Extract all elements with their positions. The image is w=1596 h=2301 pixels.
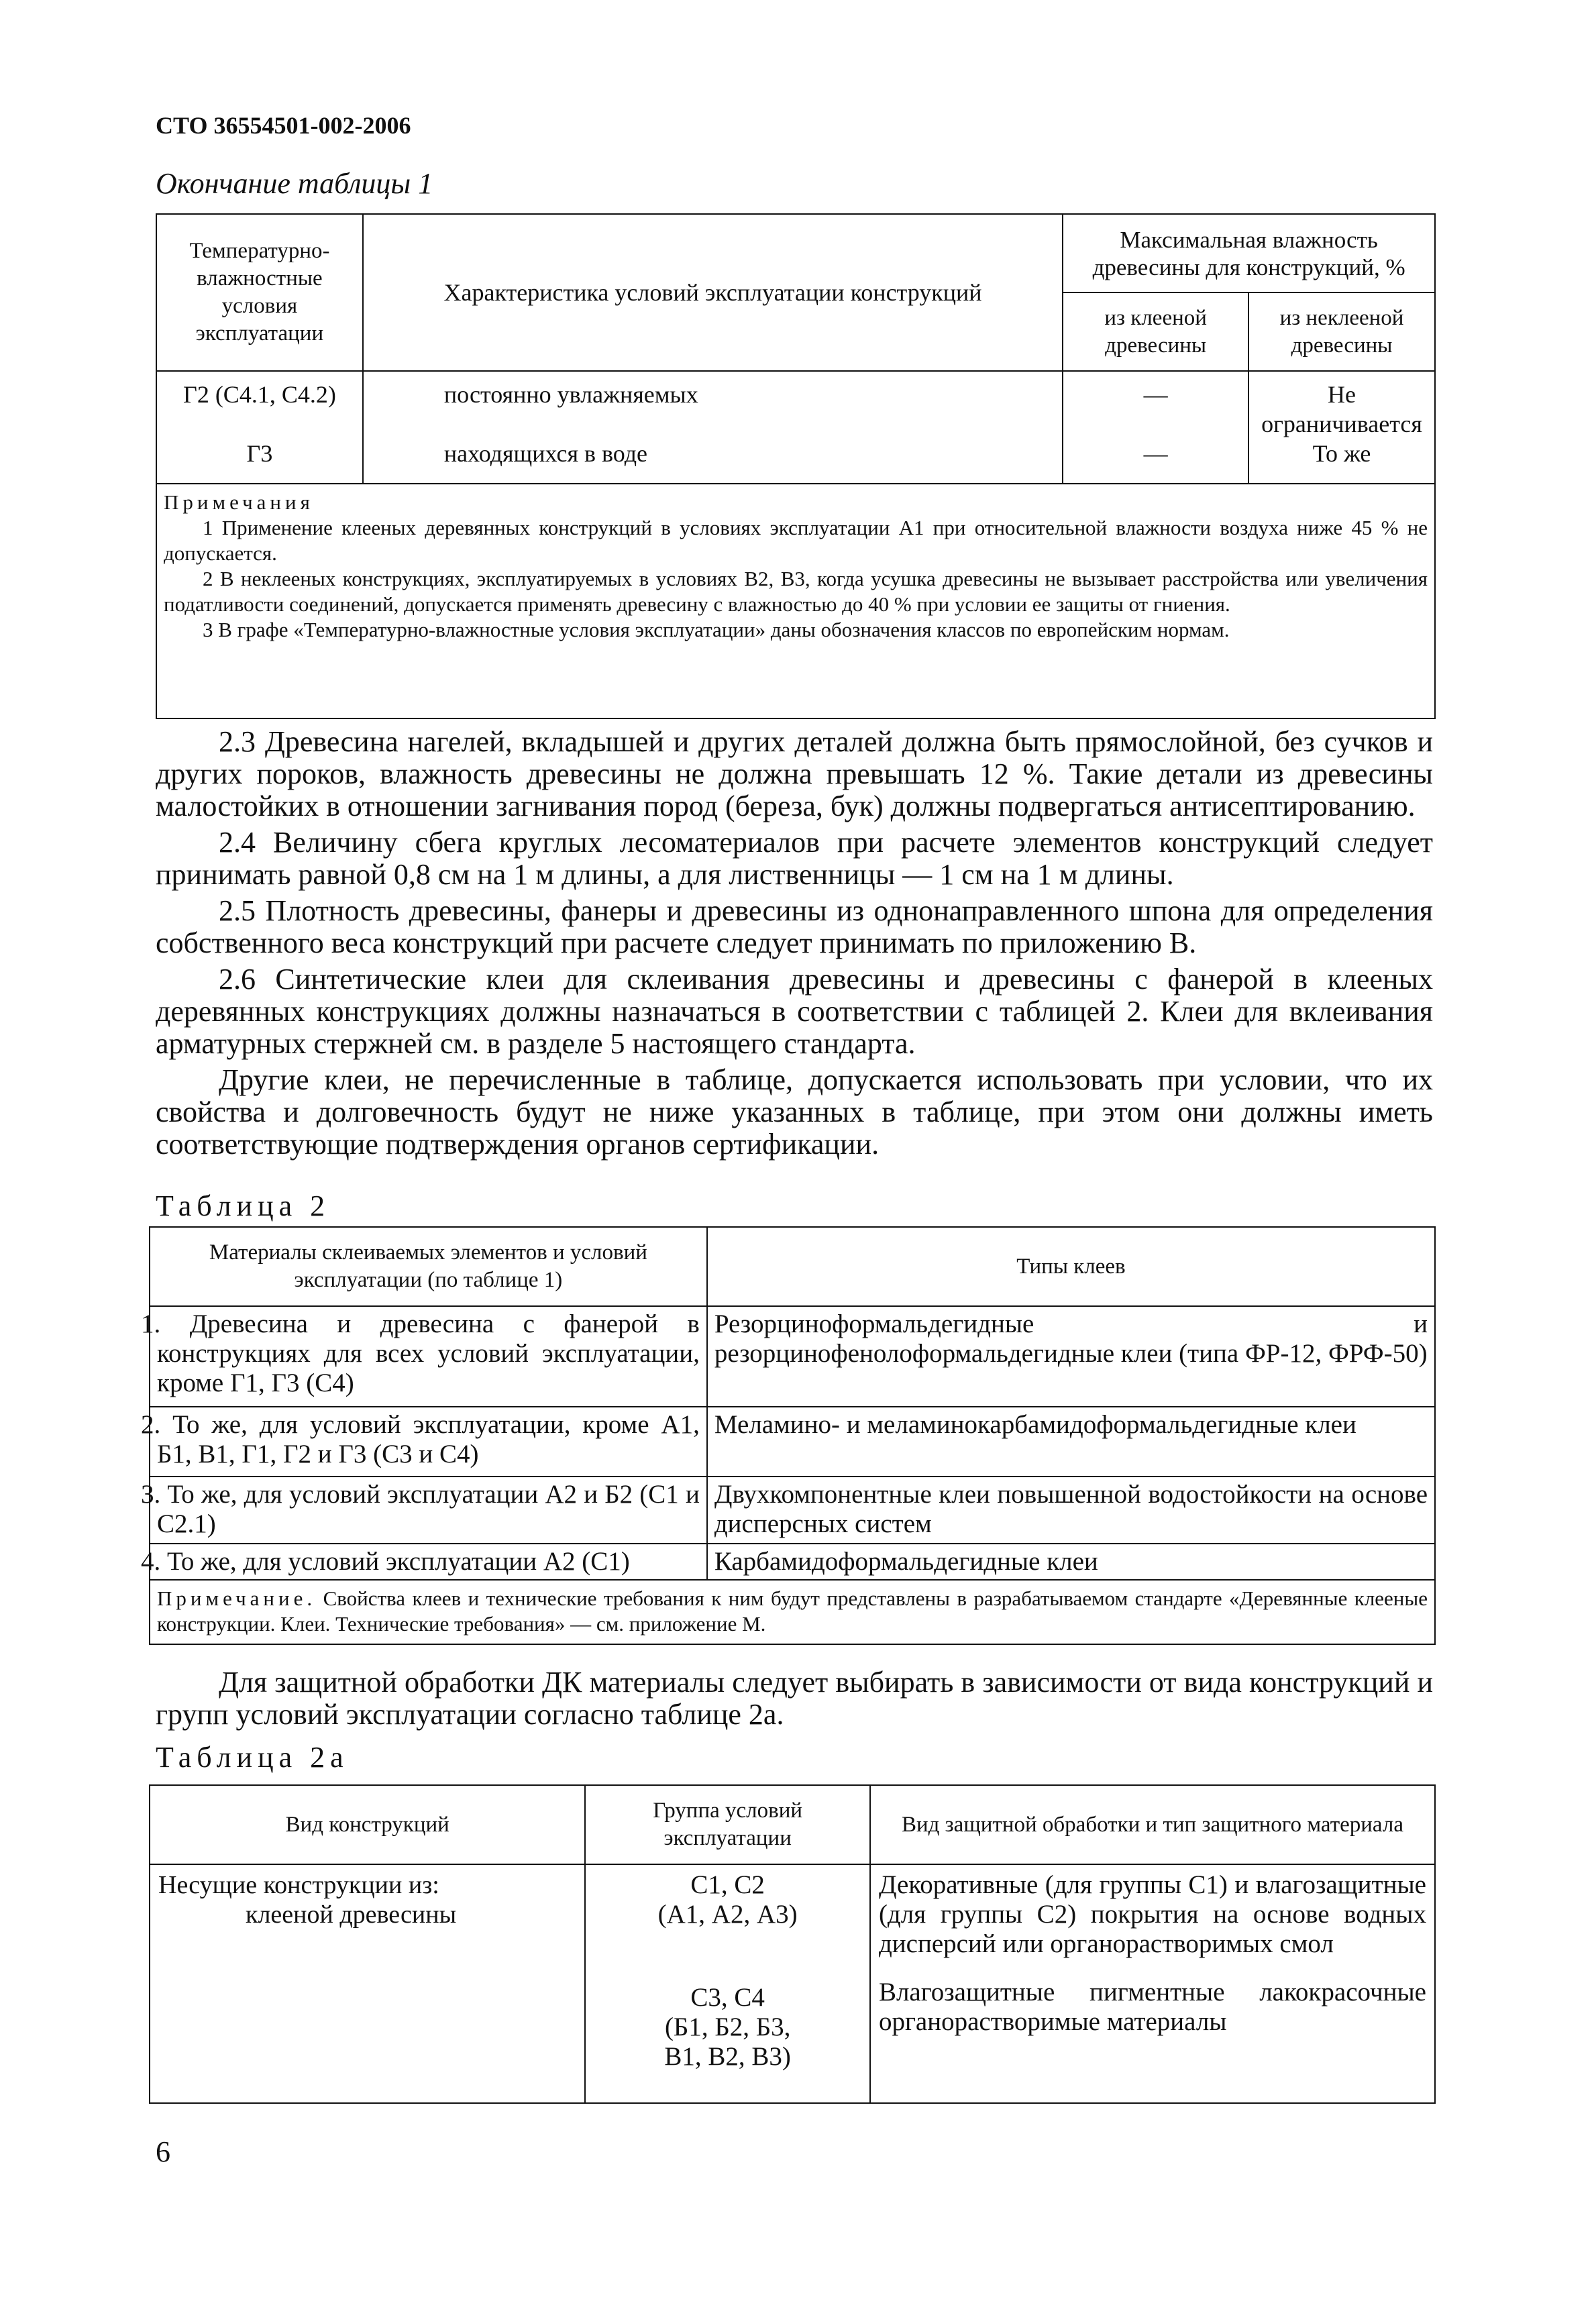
body-text-2a (156, 1666, 1433, 1731)
paragraph: 2.4 Величину сбега круглых лесоматериалов при расчете элементов конструкций следует принимать равной 0,8 см на 1 м длины, а для лиственницы — 1 см на 1 м длины. (156, 826, 1433, 891)
table1-description-cell: постоянно увлажняемых (443, 381, 698, 408)
table1-header-unglued: из неклееной древесины (1248, 292, 1435, 371)
table2a-header-group: Группа условий эксплуатации (585, 1785, 870, 1864)
table1-unglued-cell: Не ограничивается (1261, 381, 1422, 437)
table-row (150, 1407, 1435, 1477)
table-1 (156, 213, 1436, 719)
table2a-header-treatment: Вид защитной обработки и тип защитного материала (870, 1785, 1435, 1864)
table2a-header-construction: Вид конструкций (150, 1785, 585, 1864)
table2-glue-cell: Двухкомпонентные клеи повышенной водостойкости на основе дисперсных систем (707, 1477, 1435, 1544)
table1-glued-cell: — (1143, 381, 1168, 408)
table-row (363, 371, 1063, 484)
table-row (1063, 371, 1248, 484)
paragraph: 2.6 Синтетические клеи для склеивания древесины и древесины с фанерой в клееных деревянных конструкциях должны назначаться в соответствии с таблицей 2. Клеи для вклеивания арматурных стержней см. в разделе 5 настоящего стандарта. (156, 963, 1433, 1060)
table2-glue-cell: Карбамидоформальдегидные клеи (707, 1544, 1435, 1580)
table2-material-cell: 2. То же, для условий эксплуатации, кроме А1, Б1, В1, Г1, Г2 и Г3 (С3 и С4) (150, 1407, 707, 1477)
table2a-group-cell (585, 1864, 870, 2103)
table1-description-cell: находящихся в воде (443, 440, 648, 467)
paragraph: Для защитной обработки ДК материалы следует выбирать в зависимости от вида конструкций и групп условий эксплуатации согласно таблице 2а. (156, 1666, 1433, 1731)
table2-material-cell: 3. То же, для условий эксплуатации А2 и Б2 (С1 и С2.1) (150, 1477, 707, 1544)
note-text: Свойства клеев и технические требования к ним будут представлены в разрабатываемом стандарте «Деревянные клееные конструкции. Клеи. Технические требования» — см. приложение М. (157, 1587, 1428, 1636)
note-item: 3 В графе «Температурно-влажностные условия эксплуатации» даны обозначения классов по европейским нормам. (203, 618, 1230, 641)
table-row (156, 371, 363, 484)
treatment-text: Влагозащитные пигментные лакокрасочные органорастворимые материалы (878, 1978, 1426, 2036)
note-item: 1 Применение клееных деревянных конструкций в условиях эксплуатации А1 при относительной влажности воздуха ниже 45 % не допускается. (164, 516, 1428, 565)
paragraph: Другие клеи, не перечисленные в таблице, допускается использовать при условии, что их свойства и долговечность будут не ниже указанных в таблице, при этом они должны иметь соответствующие подтверждения органов сертификации. (156, 1063, 1433, 1161)
table1-glued-cell: — (1143, 440, 1168, 467)
note-title: Примечание. (157, 1587, 317, 1610)
group-line: С3, С4 (690, 1983, 765, 2012)
table2-material-cell: 1. Древесина и древесина с фанерой в конструкциях для всех условий эксплуатации, кроме Г1, Г3 (С4) (150, 1306, 707, 1407)
group-line: (Б1, Б2, Б3, (664, 2013, 791, 2041)
table2-glue-cell: Меламино- и меламинокарбамидоформальдегидные клеи (707, 1407, 1435, 1477)
notes-title: Примечания (164, 490, 314, 514)
table2a-caption: Таблица 2а (156, 1741, 349, 1774)
page-number: 6 (156, 2135, 170, 2168)
table1-continuation-caption: Окончание таблицы 1 (156, 167, 433, 200)
group-line: (А1, А2, А3) (657, 1900, 798, 1929)
table-row (150, 1477, 1435, 1544)
table2-material-cell: 4. То же, для условий эксплуатации А2 (С1) (150, 1544, 707, 1580)
table1-condition-cell: Г2 (С4.1, С4.2) (183, 381, 336, 408)
group-line: С1, С2 (690, 1870, 765, 1899)
table2-glue-cell: Резорциноформальдегидные и резорцинофенолоформальдегидные клеи (типа ФР-12, ФРФ-50) (707, 1306, 1435, 1407)
note-item: 2 В неклееных конструкциях, эксплуатируемых в условиях В2, В3, когда усушка древесины не вызывает расстройства или увеличения податливости соединений, допускается применять древесину с влажностью до 40 % при условии ее защиты от гниения. (164, 567, 1428, 616)
table-row (150, 1306, 1435, 1407)
table2-note (150, 1580, 1435, 1644)
table-2 (141, 1226, 1436, 1645)
group-line: В1, В2, В3) (664, 2042, 791, 2071)
table2a-treatment-cell (870, 1864, 1435, 2103)
table1-condition-cell: Г3 (246, 440, 273, 467)
table1-unglued-cell: То же (1312, 440, 1371, 467)
table-row (1248, 371, 1435, 484)
paragraph: 2.3 Древесина нагелей, вкладышей и других деталей должна быть прямослойной, без сучков и других пороков, влажность древесины не должна превышать 12 %. Такие детали из древесины малостойких в отношении загнивания пород (береза, бук) должны подвергаться антисептированию. (156, 725, 1433, 822)
paragraph: 2.5 Плотность древесины, фанеры и древесины из однонаправленного шпона для определения собственного веса конструкций при расчете следует принимать по приложению В. (156, 894, 1433, 959)
table2-header-materials: Материалы склеиваемых элементов и условий эксплуатации (по таблице 1) (150, 1227, 707, 1306)
table-row (150, 1864, 1435, 2103)
table1-header-glued: из клееной древесины (1063, 292, 1248, 371)
table2-caption: Таблица 2 (156, 1189, 331, 1222)
table-row (150, 1544, 1435, 1580)
table2a-construction-cell (150, 1864, 585, 2103)
construction-type: Несущие конструкции из: (158, 1871, 439, 1899)
table1-header-characteristics: Характеристика условий эксплуатации конструкций (363, 214, 1063, 371)
table2-header-glue-types: Типы клеев (707, 1227, 1435, 1306)
table1-header-conditions: Температурно-влажностные условия эксплуатации (156, 214, 363, 371)
construction-subtype: клееной древесины (246, 1901, 457, 1929)
body-text (156, 726, 1433, 1161)
document-code: СТО 36554501-002-2006 (156, 112, 411, 139)
table-2a (149, 1784, 1436, 2104)
table1-header-max-moisture: Максимальная влажность древесины для конструкций, % (1063, 214, 1435, 292)
table1-notes (156, 484, 1435, 718)
treatment-text: Декоративные (для группы С1) и влагозащитные (для группы С2) покрытия на основе водных дисперсий или органорастворимых смол (878, 1870, 1426, 1958)
